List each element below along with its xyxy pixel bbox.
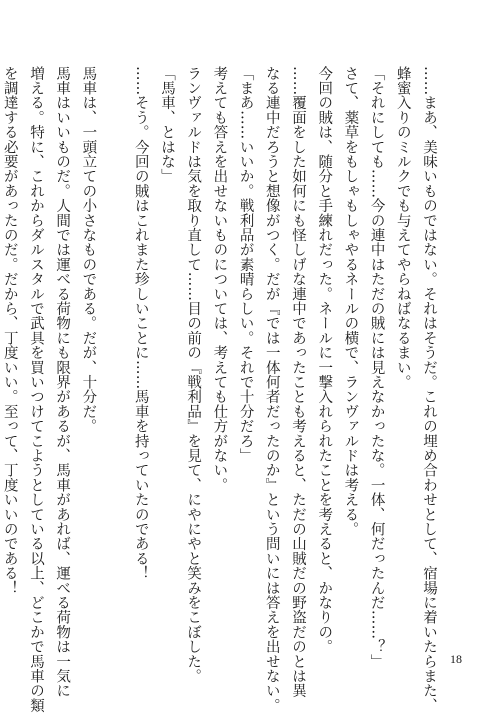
text-line: なる連中だろうと想像がつく。だが『では一体何者だったのか』という問いには答えを出せない。 xyxy=(263,66,280,713)
text-line: 「馬車、とはな」 xyxy=(158,66,175,184)
vertical-text-body xyxy=(0,66,442,713)
text-line: ……覆面をした如何にも怪しげな連中であったことも考えると、ただの山賊だの野盗だのとは異 xyxy=(289,66,306,699)
text-line: ランヴァルドは気を取り直して……目の前の『戦利品』を見て、にやにやと笑みをこぼした。 xyxy=(185,66,202,684)
text-line: 馬車はいいものだ。人間では運べる荷物にも限界があるが、馬車があれば、運べる荷物は一気に xyxy=(54,66,71,699)
page-number: 18 xyxy=(450,652,462,666)
text-line: 考えても答えを出せないものについては、考えても仕方がない。 xyxy=(211,66,228,493)
text-line: ……まあ、美味いものではない。それはそうだ。これの埋め合わせとして、宿場に着いたらまた、 xyxy=(421,66,437,713)
text-line: 増える。特に、これからダルスタルで武具を買いつけてこようとしている以上、どこかで馬車の類 xyxy=(27,66,44,713)
blank-line xyxy=(101,66,127,656)
text-line: ……そう。今回の賊はこれまた珍しいことに……馬車を持っていたのである！ xyxy=(132,66,149,581)
text-line: 「それにしても……今の連中はただの賊には見えなかったな。一体、何だったんだ……？」 xyxy=(368,66,385,669)
text-line: を調達する必要があったのだ。だから、丁度いい。至って、丁度いいのである！ xyxy=(1,66,18,596)
text-line: 今回の賊は、随分と手練れだった。ネールに一撃入れられたことを考えると、かなりの。 xyxy=(316,66,333,654)
text-line: 馬車は、一頭立ての小さなものである。だが、十分だ。 xyxy=(80,66,97,434)
text-line: 「まあ……いいか。戦利品が素晴らしい。それで十分だろ」 xyxy=(237,66,254,463)
text-line: 蜂蜜入りのミルクでも与えてやらねばなるまい。 xyxy=(394,66,411,390)
text-line: さて、薬草をもしゃもしゃやるネールの横で、ランヴァルドは考える。 xyxy=(342,66,359,537)
